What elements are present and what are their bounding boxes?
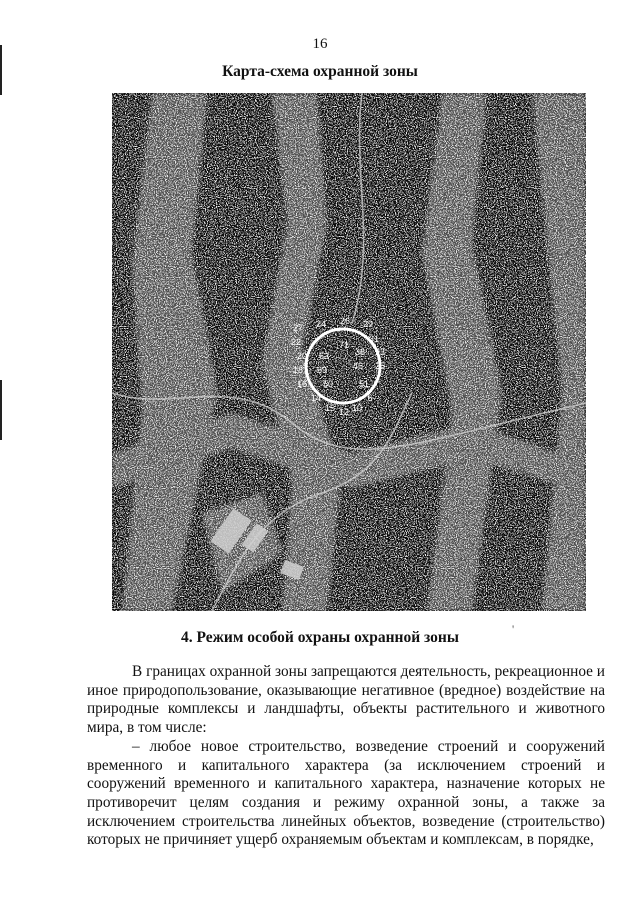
scan-artifact-mark: ' — [512, 622, 515, 636]
plot-number-label: 50 — [322, 379, 334, 389]
plot-number-label: 10 — [351, 403, 363, 413]
plot-number-label: 31 — [368, 334, 380, 344]
scan-edge-mark — [0, 380, 2, 440]
body-text — [87, 663, 605, 850]
map-image — [112, 93, 586, 611]
plot-number-label: 26 — [339, 316, 351, 326]
plot-number-label: 15 — [324, 403, 336, 413]
plot-number-label: 16 — [296, 379, 308, 389]
section-heading: 4. Режим особой охраны охранной зоны — [181, 629, 459, 646]
plot-number-label: 14 — [310, 393, 322, 403]
map-title: Карта-схема охранной зоны — [222, 63, 418, 80]
plot-number-label: 63 — [318, 351, 330, 361]
protection-zone-map — [112, 93, 586, 611]
plot-number-label: 18 — [292, 365, 304, 375]
page-number: 16 — [312, 36, 328, 52]
plot-number-label: 38 — [354, 347, 366, 357]
plot-number-label: 25 — [374, 361, 386, 371]
plot-number-label: 51 — [358, 379, 370, 389]
plot-number-label: 12 — [338, 407, 350, 417]
plot-number-label: 24 — [315, 319, 327, 329]
plot-number-label: 22 — [290, 337, 302, 347]
plot-number-label: 69 — [316, 365, 328, 375]
plot-number-label: 6 — [367, 393, 373, 403]
plot-number-label: 20 — [296, 351, 308, 361]
plot-number-label: 29 — [362, 319, 374, 329]
paragraph-1: В границах охранной зоны запрещаются деятельность, рекреационное и иное природопользование, оказывающие негативное (вредное) воздействие на природные комплексы и ландшафты, объекты растительного и животного мира, в том числе: — [87, 663, 605, 737]
plot-number-label: 71 — [338, 340, 350, 350]
paragraph-2: – любое новое строительство, возведение строений и сооружений временного и капитального характера (за исключением строений и сооружений временного и капитального характера, назначение которых не противоречит целям создания и режиму охранной зоны, а также за исключением строительства линейных объектов, возведение (строительство) которых не причиняет ущерб охраняемым объектам и комплексам, в порядке, — [87, 737, 605, 849]
plot-number-label: 23 — [374, 347, 386, 357]
plot-number-label: 46 — [352, 361, 364, 371]
plot-number-label: 27 — [292, 323, 304, 333]
